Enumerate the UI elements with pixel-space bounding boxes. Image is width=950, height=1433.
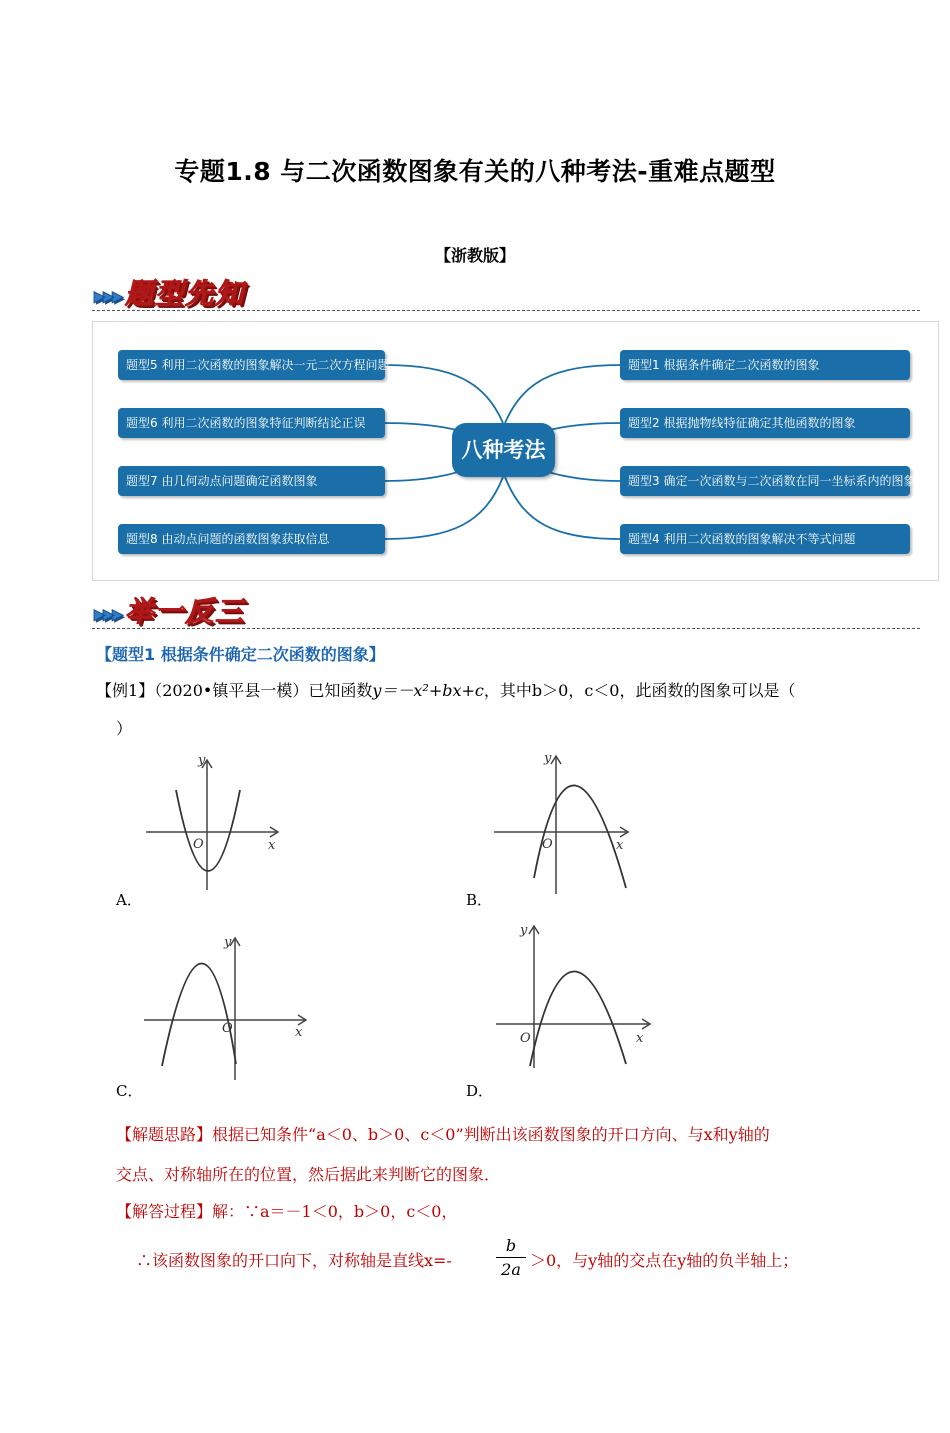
option-a-graph [140,752,290,892]
page-title: 专题1.8 与二次函数图象有关的八种考法-重难点题型 [174,157,776,186]
solution-step-text-a: ∴该函数图象的开口向下，对称轴是直线x=- [136,1251,452,1270]
banner-arrows-icon: ▸▸▸ [94,284,122,309]
banner-question-types [94,272,245,312]
axis-y-label: y [224,935,232,950]
origin-label: O [520,1031,531,1046]
axis-x-label: x [268,838,276,853]
solution-step-line [136,1250,452,1272]
mind-map-item-type4: 题型4 利用二次函数的图象解决不等式问题 [620,524,910,554]
option-c-graph [140,930,310,1082]
axis-x-label: x [616,838,624,853]
mind-map-item-type7: 题型7 由几何动点问题确定函数图象 [118,466,385,496]
example-label: 【例1】 [96,681,155,700]
edition-label: 【浙教版】 [434,246,515,265]
mind-map [92,321,939,581]
solution-step-text-b: ＞0，与y轴的交点在y轴的负半轴上； [530,1251,799,1270]
axis-y-label: y [520,923,528,938]
mind-map-item-type1: 题型1 根据条件确定二次函数的图象 [620,350,910,380]
option-a-label: A． [116,891,142,909]
fraction-numerator: b [505,1236,517,1255]
solution-idea-line2: 交点、对称轴所在的位置，然后据此来判断它的图象． [116,1165,501,1184]
option-d-label: D． [466,1082,494,1100]
option-c-label: C． [116,1082,143,1100]
solution-idea-line1 [116,1124,770,1146]
example-source: （2020•镇平县一模）已知函数 [154,681,373,700]
fraction-denominator: 2a [501,1260,521,1279]
option-b-graph [490,748,640,898]
origin-label: O [222,1021,233,1036]
solution-process-text: 解：∵a＝－1＜0，b＞0，c＜0， [212,1202,458,1221]
banner-text: 题型先知 [125,277,246,310]
mind-map-item-type8: 题型8 由动点问题的函数图象获取信息 [118,524,385,554]
example-function: y＝－x²+bx+c [372,681,484,700]
banner-text: 举一反三 [125,595,246,628]
option-b-label: B． [466,891,493,909]
example-condition: ，其中b＞0，c＜0，此函数的图象可以是（ [483,681,796,700]
mind-map-item-type6: 题型6 利用二次函数的图象特征判断结论正误 [118,408,385,438]
option-d-graph [490,918,655,1070]
section-heading-type1: 【题型1 根据条件确定二次函数的图象】 [96,645,385,664]
solution-process-line [116,1201,457,1223]
mind-map-item-type5: 题型5 利用二次函数的图象解决一元二次方程问题 [118,350,385,380]
origin-label: O [193,837,204,852]
mind-map-item-type2: 题型2 根据抛物线特征确定其他函数的图象 [620,408,910,438]
mind-map-center: 八种考法 [452,423,555,477]
axis-y-label: y [544,751,552,766]
solution-process-label: 【解答过程】 [116,1202,213,1221]
mind-map-item-type3: 题型3 确定一次函数与二次函数在同一坐标系内的图象 [620,466,910,496]
axis-y-label: y [198,753,206,768]
axis-x-label: x [295,1025,303,1040]
divider [92,628,920,629]
example-1-question [96,680,896,702]
fraction-bar [496,1257,526,1258]
fraction [496,1236,526,1279]
axis-x-label: x [636,1031,644,1046]
example-close-paren: ） [116,719,133,738]
origin-label: O [542,837,553,852]
divider [92,310,920,311]
solution-idea-text: 根据已知条件“a＜0、b＞0、c＜0”判断出该函数图象的开口方向、与x和y轴的 [212,1125,770,1144]
banner-arrows-icon: ▸▸▸ [94,602,122,627]
banner-examples [94,590,245,630]
solution-idea-label: 【解题思路】 [116,1125,213,1144]
